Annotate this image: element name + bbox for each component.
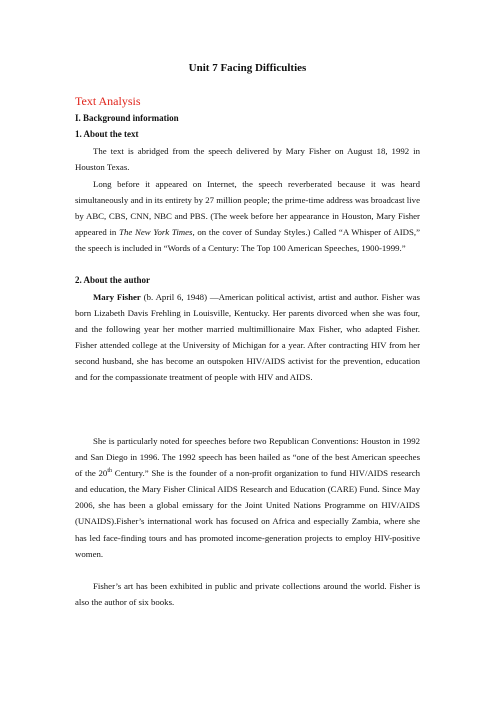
paragraph-speech-history — [75, 176, 420, 256]
speech-history-text-2: , on the cover of Sunday Styles.) Called “A Whisper of AIDS,” the speech is included in “Words of a Century: The Top 100 American Speeches, 1900-1999.” — [75, 227, 421, 254]
author-name: Mary Fisher — [93, 292, 141, 302]
newspaper-title: The New York Times — [119, 227, 193, 238]
speech-history-text-1: Long before it appeared on Internet, the speech reverberated because it was heard simultaneously and in its entirety by 27 million people; the prime-time address was broadcast live by ABC, CBS, CNN, NBC and PBS. (The week before her appearance in Houston, Mary Fisher appeared in — [75, 179, 420, 238]
subheading-about-author: 2. About the author — [75, 275, 151, 285]
paragraph-author-bio — [75, 289, 420, 386]
page-title: Unit 7 Facing Difficulties — [188, 62, 307, 74]
paragraph-art-books: Fisher’s art has been exhibited in public and private collections around the world. Fisher is also the author of six books. — [75, 581, 420, 608]
activism-text-1: She is particularly noted for speeches before two Republican Conventions: Houston in 1992 and San Diego in 1996. The 1992 speech has been hailed as “one of the best American speeches of the 20 — [75, 436, 420, 479]
author-bio-text: (b. April 6, 1948) —American political activist, artist and author. Fisher was born Lizabeth Davis Frehling in Louisville, Kentucky. Her parents divorced when she was four, and the following year her mother married multimillionaire Max Fisher, who adapted Fisher. Fisher attended college at the University of Michigan for a year. After contracting HIV from her second husband, she has become an outspoken HIV/AIDS activist for the prevention, education and for the compassionate treatment of people with HIV and AIDS. — [75, 292, 420, 383]
heading-background-information: I. Background information — [75, 113, 179, 123]
paragraph-activism — [75, 433, 420, 562]
ordinal-suffix: th — [107, 468, 112, 475]
section-heading: Text Analysis — [75, 94, 141, 108]
paragraph-about-text: The text is abridged from the speech delivered by Mary Fisher on August 18, 1992 in Houston Texas. — [75, 146, 420, 173]
subheading-about-text: 1. About the text — [75, 129, 139, 139]
activism-text-2: Century.” She is the founder of a non-profit organization to fund HIV/AIDS research and education, the Mary Fisher Clinical AIDS Research and Education (CARE) Fund. Since May 2006, she has been a global emissary for the Joint United Nations Programme on HIV/AIDS (UNAIDS).Fisher’s international work has focused on Africa and especially Zambia, where she has led face-finding tours and has promoted income-generation projects to employ HIV-positive women. — [75, 468, 420, 559]
